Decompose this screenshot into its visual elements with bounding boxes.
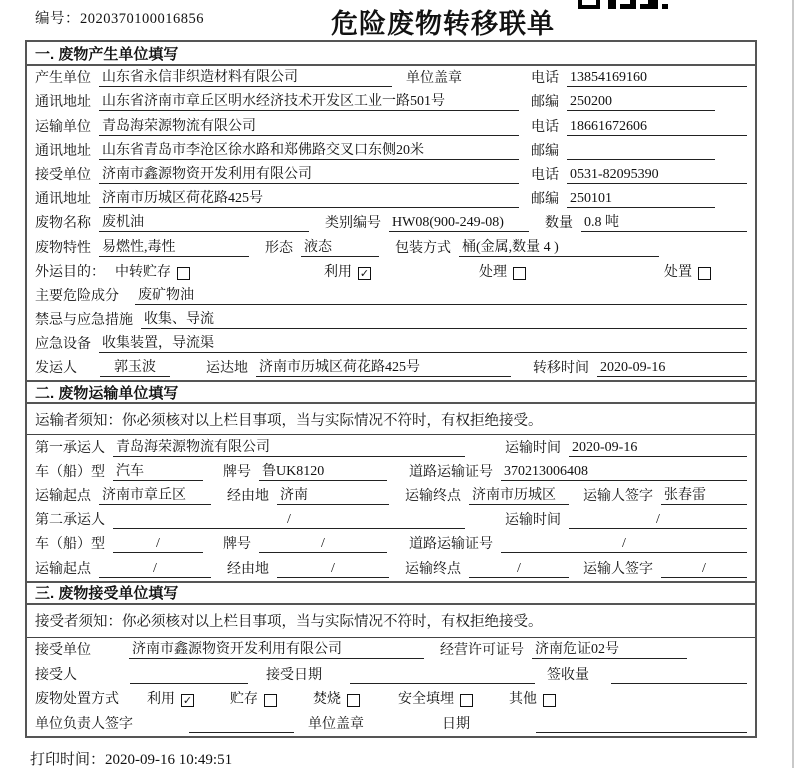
checkbox-transfer-storage: [177, 267, 190, 280]
row-hazard-components: [27, 284, 755, 308]
license-value: 济南危证02号: [532, 638, 687, 659]
row-emergency-measures: [27, 308, 755, 332]
disposal-option-other: 其他: [509, 688, 556, 708]
road-permit-label: 道路运输证号: [409, 464, 493, 480]
print-time-value: 2020-09-16 10:49:51: [105, 752, 233, 768]
route1-start: 济南市章丘区: [99, 484, 211, 505]
equipment-label: 应急设备: [35, 337, 91, 353]
traits-label: 废物特性: [35, 240, 91, 256]
vehicle2-type: /: [113, 536, 203, 553]
checkbox-disposal-incinerate: [347, 694, 360, 707]
carrier2-label: 第二承运人: [35, 513, 105, 529]
equipment-value: 收集装置，导流渠: [99, 332, 747, 353]
disposal-label: 废物处置方式: [35, 692, 119, 708]
phone-label: 电话: [531, 71, 559, 87]
vehicle-type-label: 车（船）型: [35, 537, 105, 553]
category-label: 类别编号: [325, 216, 381, 232]
disposal-option-storage: 贮存: [230, 688, 277, 708]
row-signoff: [27, 711, 755, 736]
carrier2-time: /: [569, 512, 747, 529]
purpose-option-transfer-storage: 中转贮存: [115, 261, 190, 281]
vehicle-type-label: 车（船）型: [35, 464, 105, 480]
row-emergency-equipment: [27, 332, 755, 356]
row-disposal-method: [27, 687, 755, 712]
destination-value: 济南市历城区荷花路425号: [256, 356, 511, 377]
producer-address: 山东省济南市章丘区明水经济技术开发区工业一路501号: [99, 90, 519, 111]
row-accept-unit: [27, 638, 755, 663]
section1-header: 一. 废物产生单位填写: [27, 42, 755, 66]
acceptor-label: 接受人: [35, 667, 77, 683]
qty-label: 数量: [545, 216, 573, 232]
packing-value: 桶(金属,数量 4 ): [459, 236, 659, 257]
section2-notice: 运输者须知：你必须核对以上栏目事项，当与实际情况不符时，有权拒绝接受。: [27, 404, 755, 435]
vehicle2-plate: /: [259, 536, 387, 553]
checkbox-utilize: ✓: [359, 266, 370, 280]
receiver-value: 济南市鑫源物资开发利用有限公司: [99, 163, 519, 184]
purpose-option-dispose: 处置: [664, 261, 711, 281]
checkbox-disposal-other: [543, 694, 556, 707]
row-acceptor: [27, 662, 755, 687]
serial-label: 编号：: [35, 11, 80, 27]
row-carrier1: [27, 435, 755, 459]
route2-via: /: [277, 561, 389, 578]
transfer-time-value: 2020-09-16: [597, 360, 747, 377]
transport-time-label: 运输时间: [505, 513, 561, 529]
print-time-label: 打印时间：: [30, 752, 106, 768]
transport-time-label: 运输时间: [505, 440, 561, 456]
unit-seal-label: 单位盖章: [308, 716, 364, 732]
receiver-postal: 250101: [567, 191, 715, 208]
signed-qty-label: 签收量: [547, 667, 589, 683]
transporter-address: 山东省青岛市李沧区徐水路和郑佛路交叉口东侧20米: [99, 139, 519, 160]
hazard-label: 主要危险成分: [35, 288, 119, 304]
section3-notice: 接受者须知：你必须核对以上栏目事项，当与实际情况不符时，有权拒绝接受。: [27, 605, 755, 638]
route2-signature: /: [661, 561, 747, 578]
transporter-value: 青岛海荣源物流有限公司: [99, 115, 519, 136]
dispatcher-value: 郭玉波: [100, 356, 170, 377]
producer-label: 产生单位: [35, 71, 91, 87]
row-waste-traits: [27, 235, 755, 259]
route-end-label: 运输终点: [405, 561, 461, 577]
road-permit-label: 道路运输证号: [409, 537, 493, 553]
route1-via: 济南: [277, 484, 389, 505]
form-label: 形态: [265, 240, 293, 256]
route-start-label: 运输起点: [35, 561, 91, 577]
responsible-sign-value: [189, 717, 294, 733]
carrier1-value: 青岛海荣源物流有限公司: [113, 436, 465, 457]
vehicle1-plate: 鲁UK8120: [259, 460, 387, 481]
vehicle2-permit: /: [501, 536, 747, 553]
section2-header: 二. 废物运输单位填写: [27, 380, 755, 404]
accept-unit-label: 接受单位: [35, 643, 91, 659]
section3-header: 三. 废物接受单位填写: [27, 581, 755, 605]
destination-label: 运达地: [206, 361, 248, 377]
row-producer: [27, 66, 755, 90]
producer-value: 山东省永信非织造材料有限公司: [99, 66, 392, 87]
transporter-phone: 18661672606: [567, 119, 747, 136]
manifest-form-table: [25, 40, 757, 738]
form-value: 液态: [301, 236, 379, 257]
row-route2: [27, 556, 755, 580]
acceptor-value: [130, 668, 248, 684]
route-end-label: 运输终点: [405, 489, 461, 504]
via-label: 经由地: [227, 561, 269, 577]
address-label: 通讯地址: [35, 192, 91, 208]
carrier2-value: /: [113, 512, 465, 529]
route2-end: /: [469, 561, 569, 578]
emergency-value: 收集、导流: [141, 308, 747, 329]
serial-value: 2020370100016856: [80, 11, 204, 27]
row-vehicle1: [27, 460, 755, 484]
transporter-label: 运输单位: [35, 119, 91, 135]
address-label: 通讯地址: [35, 95, 91, 111]
producer-postal: 250200: [567, 94, 715, 111]
serial-number-line: [35, 7, 204, 28]
route2-start: /: [99, 561, 211, 578]
date-label: 日期: [442, 716, 470, 732]
checkbox-disposal-storage: [264, 694, 277, 707]
signed-qty-value: [611, 668, 747, 684]
transporter-postal: [567, 144, 715, 160]
row-transporter: [27, 114, 755, 138]
packing-label: 包装方式: [395, 240, 451, 256]
purpose-label: 外运目的：: [35, 264, 105, 280]
row-carrier2: [27, 508, 755, 532]
row-receiver-address: [27, 187, 755, 211]
disposal-option-utilize: 利用 ✓: [147, 692, 193, 708]
accept-unit-value: 济南市鑫源物资开发利用有限公司: [129, 638, 424, 659]
page-title: 危险废物转移联单: [331, 9, 555, 39]
checkbox-treat: [513, 267, 526, 280]
row-dispatch: [27, 356, 755, 380]
route1-signature: 张春雷: [661, 484, 747, 505]
phone-label: 电话: [531, 119, 559, 135]
transporter-sign-label: 运输人签字: [583, 561, 653, 577]
route-start-label: 运输起点: [35, 489, 91, 504]
hazard-value: 废矿物油: [135, 284, 747, 305]
waste-name-label: 废物名称: [35, 216, 91, 232]
checkbox-disposal-utilize: ✓: [182, 694, 193, 708]
seal-label: 单位盖章: [406, 71, 462, 87]
receiver-phone: 0531-82095390: [567, 167, 747, 184]
purpose-option-utilize: 利用 ✓: [324, 264, 370, 280]
postal-label: 邮编: [531, 95, 559, 111]
vehicle1-permit: 370213006408: [501, 464, 747, 481]
phone-label: 电话: [531, 167, 559, 183]
accept-date-label: 接受日期: [266, 667, 322, 683]
postal-label: 邮编: [531, 143, 559, 159]
row-producer-address: [27, 90, 755, 114]
carrier1-time: 2020-09-16: [569, 440, 747, 457]
row-transporter-address: [27, 139, 755, 163]
vehicle1-type: 汽车: [113, 460, 203, 481]
purpose-option-treat: 处理: [479, 261, 526, 281]
row-purpose: [27, 260, 755, 284]
transfer-time-label: 转移时间: [533, 361, 589, 377]
disposal-option-landfill: 安全填埋: [398, 688, 473, 708]
waste-name-value: 废机油: [99, 211, 309, 232]
page-right-edge: [792, 0, 794, 768]
print-time-line: [30, 748, 232, 768]
receiver-label: 接受单位: [35, 167, 91, 183]
disposal-option-incinerate: 焚烧: [313, 688, 360, 708]
route1-end: 济南市历城区: [469, 484, 569, 505]
accept-date-value: [350, 668, 535, 684]
date-value: [536, 717, 747, 733]
qr-code-fragment: [578, 0, 670, 10]
address-label: 通讯地址: [35, 143, 91, 159]
plate-label: 牌号: [223, 537, 251, 553]
checkbox-disposal-landfill: [460, 694, 473, 707]
row-receiver: [27, 163, 755, 187]
traits-value: 易燃性,毒性: [99, 236, 249, 257]
via-label: 经由地: [227, 489, 269, 504]
checkbox-dispose: [698, 267, 711, 280]
qty-value: 0.8 吨: [581, 211, 747, 232]
emergency-label: 禁忌与应急措施: [35, 313, 133, 329]
license-label: 经营许可证号: [440, 643, 524, 659]
receiver-address: 济南市历城区荷花路425号: [99, 187, 519, 208]
responsible-sign-label: 单位负责人签字: [35, 716, 133, 732]
carrier1-label: 第一承运人: [35, 440, 105, 456]
row-vehicle2: [27, 532, 755, 556]
postal-label: 邮编: [531, 192, 559, 208]
transporter-sign-label: 运输人签字: [583, 489, 653, 504]
category-value: HW08(900-249-08): [389, 215, 529, 232]
producer-phone: 13854169160: [567, 70, 747, 87]
dispatcher-label: 发运人: [35, 361, 77, 377]
row-waste-name: [27, 211, 755, 235]
row-route1: [27, 484, 755, 508]
plate-label: 牌号: [223, 464, 251, 480]
